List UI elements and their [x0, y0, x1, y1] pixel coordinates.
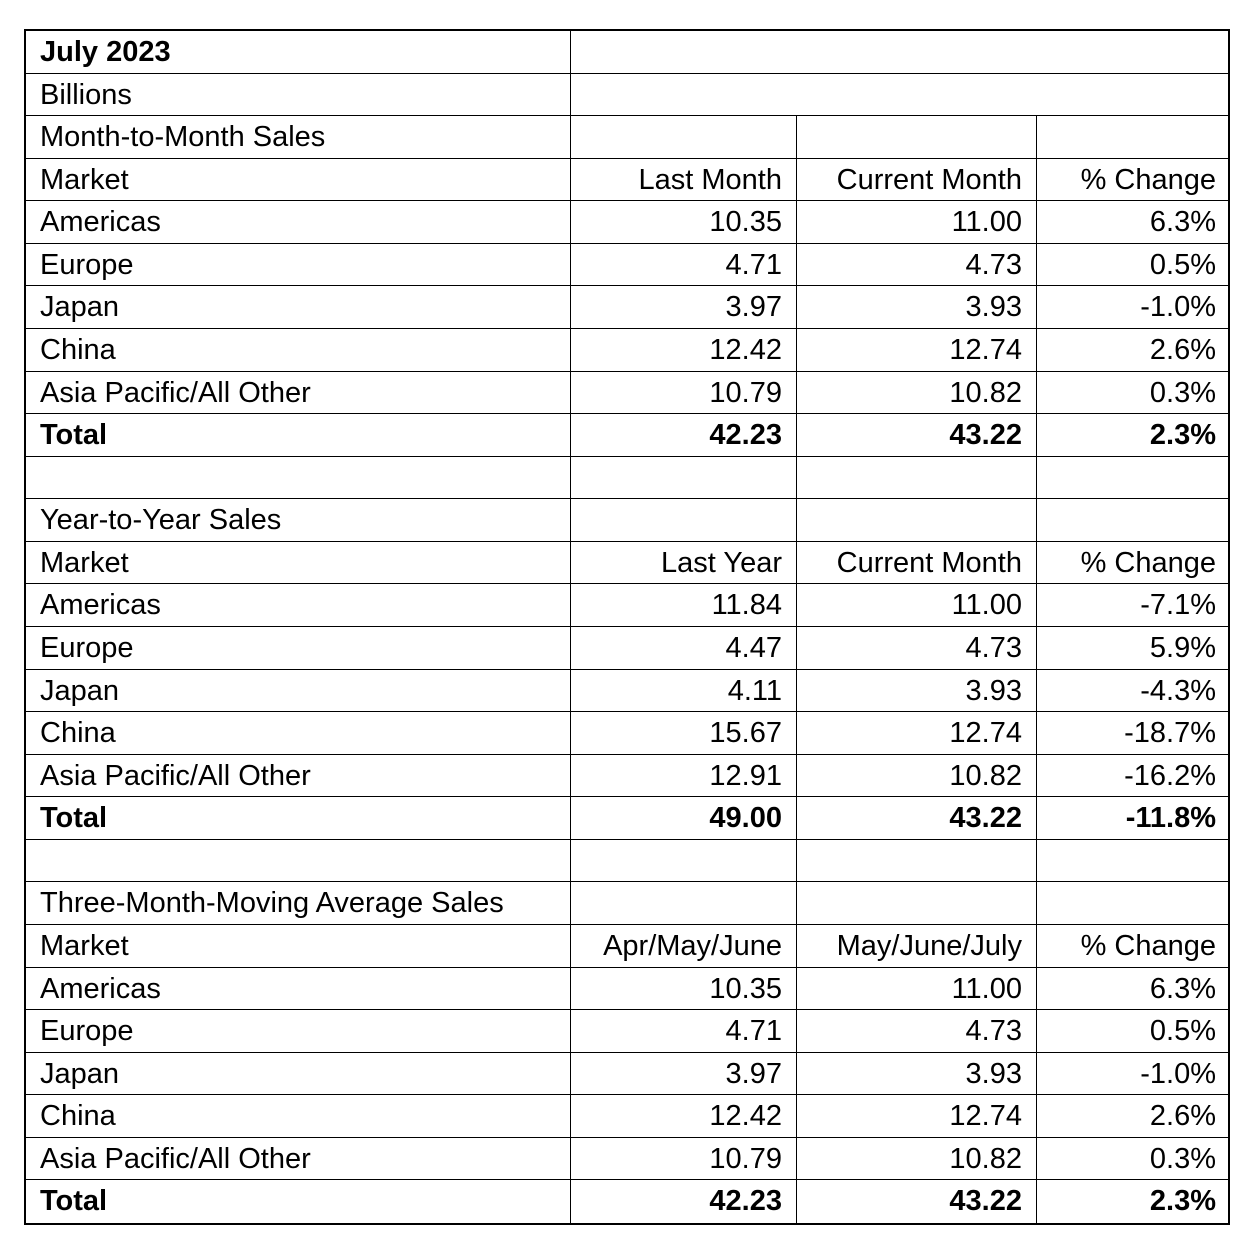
total-row — [26, 1180, 1228, 1223]
value-cell: 12.74 — [796, 1095, 1036, 1137]
market-name: Americas — [40, 589, 161, 622]
change-cell: -18.7% — [1036, 712, 1230, 754]
value-cell: 3.97 — [570, 1053, 796, 1095]
sales-table — [24, 29, 1230, 1225]
section-title: Three-Month-Moving Average Sales — [40, 887, 504, 920]
market-name: Japan — [40, 674, 120, 707]
column-header-market: Market — [40, 930, 129, 962]
empty-cell — [1036, 499, 1230, 541]
market-name: Americas — [40, 206, 161, 239]
total-label: Total — [40, 802, 108, 835]
value-cell: 3.93 — [796, 670, 1036, 712]
market-name: China — [40, 1100, 116, 1133]
column-header-col2: Current Month — [796, 159, 1036, 201]
section-title: Month-to-Month Sales — [40, 121, 326, 154]
table-row — [26, 755, 1228, 798]
total-value: 42.23 — [570, 414, 796, 456]
column-header-col1: Last Month — [570, 159, 796, 201]
report-title: July 2023 — [40, 36, 171, 68]
total-value: 43.22 — [796, 414, 1036, 456]
empty-cell — [1036, 116, 1230, 158]
value-cell: 4.73 — [796, 1010, 1036, 1052]
market-name: Americas — [40, 972, 161, 1005]
section-title-row — [26, 116, 1228, 159]
table-row — [26, 244, 1228, 287]
empty-cell — [796, 882, 1036, 924]
total-row — [26, 414, 1228, 457]
table-row — [26, 627, 1228, 670]
section-title: Year-to-Year Sales — [40, 504, 282, 537]
section-title-row — [26, 882, 1228, 925]
value-cell: 3.93 — [796, 1053, 1036, 1095]
market-name: Japan — [40, 1057, 120, 1090]
value-cell: 4.47 — [570, 627, 796, 669]
total-value: 42.23 — [570, 1180, 796, 1223]
change-cell: 0.5% — [1036, 1010, 1230, 1052]
table-row — [26, 286, 1228, 329]
change-cell: -1.0% — [1036, 286, 1230, 328]
value-cell: 11.84 — [570, 584, 796, 626]
change-cell: 2.6% — [1036, 329, 1230, 371]
market-name: Asia Pacific/All Other — [40, 1142, 311, 1175]
value-cell: 4.71 — [570, 1010, 796, 1052]
empty-cell — [796, 116, 1036, 158]
empty-cell — [570, 499, 796, 541]
header-row — [26, 925, 1228, 968]
total-value: 43.22 — [796, 1180, 1036, 1223]
value-cell: 12.42 — [570, 329, 796, 371]
empty-cell — [570, 116, 796, 158]
total-label: Total — [40, 419, 108, 452]
table-row — [26, 712, 1228, 755]
section-title-row — [26, 499, 1228, 542]
change-cell: -16.2% — [1036, 755, 1230, 797]
value-cell: 3.93 — [796, 286, 1036, 328]
change-cell: 0.3% — [1036, 1138, 1230, 1180]
value-cell: 10.82 — [796, 372, 1036, 414]
unit-label: Billions — [40, 78, 132, 111]
value-cell: 10.79 — [570, 372, 796, 414]
market-name: Europe — [40, 632, 134, 664]
change-cell: -1.0% — [1036, 1053, 1230, 1095]
column-header-col2: May/June/July — [796, 925, 1036, 967]
value-cell: 10.82 — [796, 755, 1036, 797]
column-header-change: % Change — [1036, 925, 1230, 967]
empty-cell — [570, 840, 796, 882]
table-row — [26, 329, 1228, 372]
market-name: Europe — [40, 248, 134, 281]
change-cell: 0.5% — [1036, 244, 1230, 286]
market-name: China — [40, 334, 116, 366]
table-row — [26, 201, 1228, 244]
unit-row — [26, 74, 1228, 117]
total-value: 49.00 — [570, 797, 796, 839]
market-name: Europe — [40, 1015, 134, 1048]
value-cell: 4.11 — [570, 670, 796, 712]
total-change: 2.3% — [1036, 1180, 1230, 1223]
header-row — [26, 159, 1228, 202]
empty-cell — [570, 457, 796, 499]
empty-cell — [570, 74, 1230, 116]
market-name: Japan — [40, 291, 120, 324]
value-cell: 10.35 — [570, 201, 796, 243]
column-header-change: % Change — [1036, 542, 1230, 584]
change-cell: 6.3% — [1036, 201, 1230, 243]
empty-cell — [1036, 882, 1230, 924]
value-cell: 3.97 — [570, 286, 796, 328]
table-row — [26, 372, 1228, 415]
empty-cell — [796, 499, 1036, 541]
table-row — [26, 670, 1228, 713]
change-cell: 6.3% — [1036, 968, 1230, 1010]
column-header-change: % Change — [1036, 159, 1230, 201]
column-header-col2: Current Month — [796, 542, 1036, 584]
empty-cell — [570, 31, 1230, 73]
value-cell: 15.67 — [570, 712, 796, 754]
value-cell: 10.79 — [570, 1138, 796, 1180]
header-row — [26, 542, 1228, 585]
column-header-market: Market — [40, 163, 129, 196]
column-header-col1: Apr/May/June — [570, 925, 796, 967]
total-label: Total — [40, 1185, 108, 1218]
table-row — [26, 1095, 1228, 1138]
value-cell: 4.73 — [796, 627, 1036, 669]
market-name: Asia Pacific/All Other — [40, 376, 311, 409]
value-cell: 4.73 — [796, 244, 1036, 286]
value-cell: 12.74 — [796, 329, 1036, 371]
column-header-market: Market — [40, 546, 129, 579]
value-cell: 4.71 — [570, 244, 796, 286]
value-cell: 11.00 — [796, 201, 1036, 243]
value-cell: 10.82 — [796, 1138, 1036, 1180]
table-row — [26, 1010, 1228, 1053]
value-cell: 10.35 — [570, 968, 796, 1010]
empty-cell — [26, 457, 570, 499]
value-cell: 11.00 — [796, 584, 1036, 626]
table-row — [26, 968, 1228, 1011]
table-row — [26, 1053, 1228, 1096]
value-cell: 12.74 — [796, 712, 1036, 754]
table-row — [26, 584, 1228, 627]
value-cell: 12.42 — [570, 1095, 796, 1137]
change-cell: -4.3% — [1036, 670, 1230, 712]
total-change: 2.3% — [1036, 414, 1230, 456]
empty-cell — [796, 840, 1036, 882]
total-row — [26, 797, 1228, 840]
change-cell: -7.1% — [1036, 584, 1230, 626]
change-cell: 5.9% — [1036, 627, 1230, 669]
column-header-col1: Last Year — [570, 542, 796, 584]
market-name: Asia Pacific/All Other — [40, 759, 311, 792]
empty-cell — [796, 457, 1036, 499]
empty-cell — [26, 840, 570, 882]
change-cell: 2.6% — [1036, 1095, 1230, 1137]
empty-cell — [1036, 840, 1230, 882]
total-value: 43.22 — [796, 797, 1036, 839]
table-row — [26, 1138, 1228, 1181]
market-name: China — [40, 717, 116, 750]
change-cell: 0.3% — [1036, 372, 1230, 414]
empty-cell — [570, 882, 796, 924]
value-cell: 11.00 — [796, 968, 1036, 1010]
total-change: -11.8% — [1036, 797, 1230, 839]
value-cell: 12.91 — [570, 755, 796, 797]
empty-cell — [1036, 457, 1230, 499]
spacer-row — [26, 840, 1228, 883]
title-row — [26, 31, 1228, 74]
spacer-row — [26, 457, 1228, 500]
